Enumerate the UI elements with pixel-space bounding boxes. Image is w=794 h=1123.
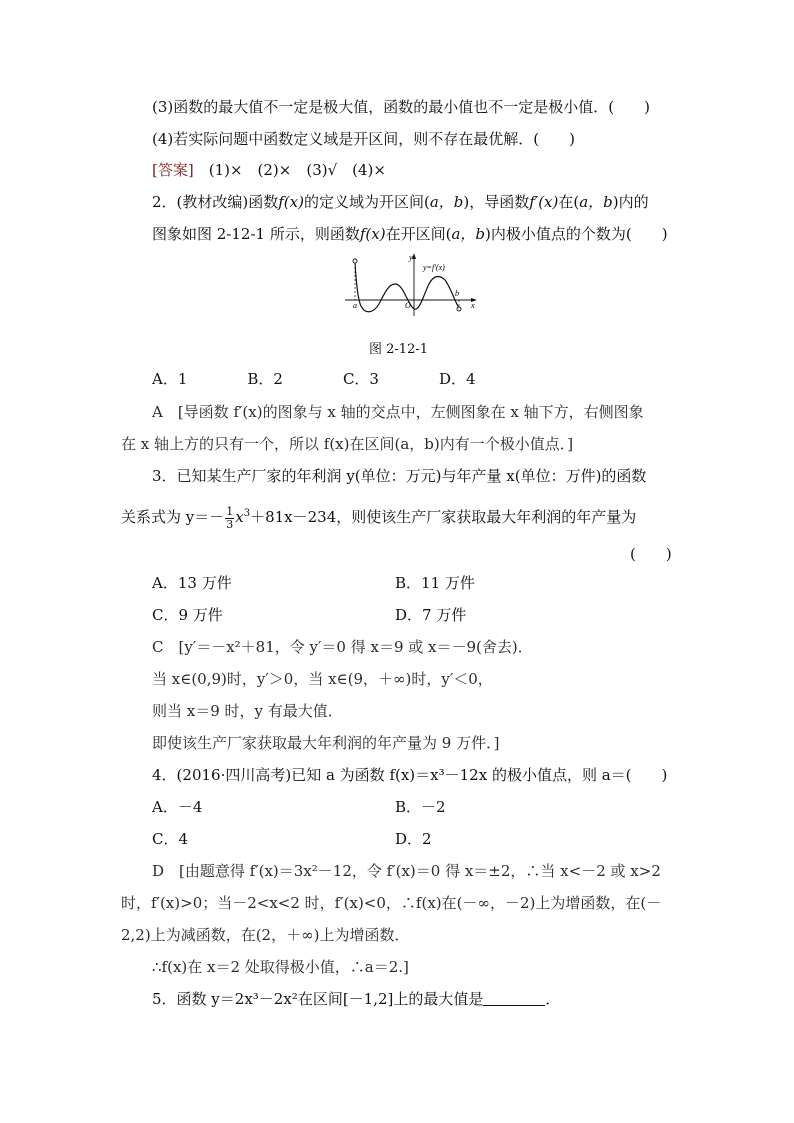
q2-text: 在( — [558, 193, 580, 211]
q3-option-b: B．11 万件 — [395, 574, 475, 592]
q4-solution-line-1: D [由题意得 f′(x)＝3x²－12，令 f′(x)＝0 得 x＝±2，∴当 x<－2 或 x>2 — [152, 862, 661, 880]
q3-text: ＋81x－234，则使该生产厂家获取最大年利润的年产量为 — [250, 508, 637, 526]
q4-option-a: A．－4 — [152, 798, 203, 816]
q4-option-c: C．4 — [152, 830, 189, 848]
q2-text: 图象如图 2-12-1 所示，则函数 — [152, 225, 360, 243]
q4-solution-line-4: ∴f(x)在 x＝2 处取得极小值，∴a＝2.] — [152, 958, 409, 976]
endpoint-a — [353, 259, 357, 263]
q3-option-a: A．13 万件 — [152, 574, 232, 592]
q1-item-4: (4)若实际问题中函数定义域是开区间，则不存在最优解．( ) — [152, 130, 575, 148]
q3-text: 关系式为 y＝－ — [121, 508, 225, 526]
label-origin: O — [405, 301, 411, 310]
q5-stem — [152, 989, 560, 1009]
derivative-graph-figure — [343, 250, 479, 318]
q2-text: )内极小值点的个数为( ) — [484, 225, 668, 243]
q5-period: ． — [545, 990, 561, 1008]
q2-solution-line-1: A [导函数 f′(x)的图象与 x 轴的交点中，左侧图象在 x 轴下方，右侧图象 — [152, 403, 644, 421]
q3-option-d: D．7 万件 — [395, 606, 467, 624]
q2-solution-line-2: 在 x 轴上方的只有一个，所以 f(x)在区间(a，b)内有一个极小值点．] — [121, 435, 574, 453]
q3-option-c: C．9 万件 — [152, 606, 223, 624]
q3-exponent: 3 — [243, 508, 251, 519]
q3-solution-line-4: 即使该生产厂家获取最大年利润的年产量为 9 万件．] — [152, 734, 500, 752]
fraction-denominator: 3 — [226, 517, 234, 531]
figure-caption: 图 2-12-1 — [369, 342, 429, 357]
q4-solution-line-2: 时，f′(x)>0；当－2<x<2 时，f′(x)<0，∴f(x)在(－∞，－2)上为增函数，在(－ — [121, 894, 662, 912]
q2-text: )内的 — [612, 193, 649, 211]
q4-option-b: B．－2 — [395, 798, 446, 816]
label-b: b — [455, 289, 459, 298]
q3-solution-line-2: 当 x∈(0,9)时，y′＞0，当 x∈(9，＋∞)时，y′＜0， — [152, 670, 493, 688]
q4-solution-line-3: 2,2)上为减函数，在(2，＋∞)上为增函数． — [121, 926, 410, 944]
q4-option-d: D．2 — [395, 830, 432, 848]
fraction-numerator: 1 — [226, 504, 234, 518]
q2-text: 在开区间( — [385, 225, 452, 243]
q3-math: x — [235, 508, 244, 526]
answer-tag: [答案] — [152, 161, 194, 179]
q1-answer — [152, 160, 386, 180]
q4-stem: 4．(2016·四川高考)已知 a 为函数 f(x)＝x³－12x 的极小值点，则 a＝( ) — [152, 766, 668, 784]
q2-math: a，b — [451, 225, 485, 243]
q2-math: a，b — [579, 193, 613, 211]
q2-text: 的定义域为开区间( — [303, 193, 430, 211]
q2-math: a，b — [429, 193, 464, 211]
q2-text: 2．(教材改编)函数 — [152, 193, 279, 211]
label-fprime: y=f′(x) — [423, 263, 445, 272]
answer-text: (1)× (2)× (3)√ (4)× — [193, 161, 386, 179]
y-axis-arrow — [412, 253, 416, 259]
q1-item-3: (3)函数的最大值不一定是极大值，函数的最小值也不一定是极小值．( ) — [152, 98, 650, 116]
label-y: y — [409, 253, 413, 262]
q2-math: f′(x) — [529, 193, 559, 211]
q2-math: f(x) — [278, 193, 304, 211]
q3-solution-line-3: 则当 x＝9 时，y 有最大值． — [152, 702, 343, 720]
q5-text: 5．函数 y＝2x³－2x²在区间[－1,2]上的最大值是 — [152, 990, 484, 1008]
label-x: x — [471, 301, 475, 310]
q2-stem-line-2 — [152, 224, 668, 244]
q3-stem-line-2 — [121, 504, 636, 531]
q3-solution-line-1: C [y′＝－x²＋81，令 y′＝0 得 x＝9 或 x＝－9(舍去)． — [152, 638, 533, 656]
answer-blank — [483, 991, 545, 1006]
q3-stem-line-1: 3．已知某生产厂家的年利润 y(单位：万元)与年产量 x(单位：万件)的函数 — [152, 467, 647, 485]
endpoint-b — [457, 307, 461, 311]
q2-math: f(x) — [359, 225, 386, 243]
q2-text: )，导函数 — [463, 193, 530, 211]
q3-answer-paren: ( ) — [630, 545, 672, 563]
q2-stem-line-1 — [152, 192, 649, 212]
q2-options: A．1 B．2 C．3 D．4 — [152, 370, 476, 388]
label-a: a — [353, 301, 357, 310]
fraction-one-third — [225, 506, 234, 531]
